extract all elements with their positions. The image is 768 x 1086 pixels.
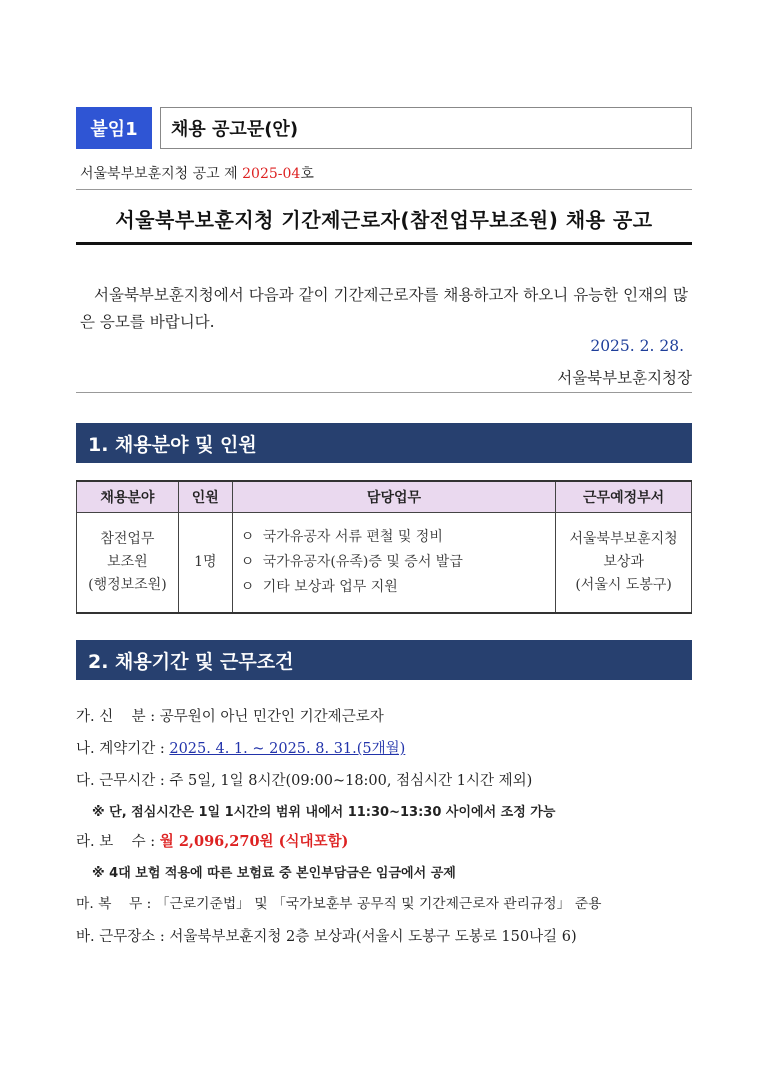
condition-label: 라. 보 수 : bbox=[76, 834, 160, 850]
condition-status bbox=[76, 705, 384, 726]
divider bbox=[76, 392, 692, 393]
notice-number-value: 2025-04 bbox=[242, 166, 301, 182]
table-header: 인원 bbox=[178, 481, 232, 513]
intro-paragraph: 서울북부보훈지청에서 다음과 같이 기간제근로자를 채용하고자 하오니 유능한 인재의 많은 응모를 바랍니다. bbox=[80, 286, 688, 331]
condition-label: 가. 신 분 : bbox=[76, 709, 160, 725]
divider bbox=[76, 189, 692, 190]
bullet-icon: ㅇ bbox=[240, 578, 255, 595]
condition-value: 2025. 4. 1. ~ 2025. 8. 31.(5개월) bbox=[169, 741, 406, 757]
table-header: 담당업무 bbox=[232, 481, 555, 513]
condition-workplace bbox=[76, 925, 577, 946]
bullet-icon: ㅇ bbox=[240, 528, 255, 545]
recruitment-table bbox=[76, 480, 692, 614]
section-2-header: 2. 채용기간 및 근무조건 bbox=[76, 640, 692, 680]
condition-work-hours bbox=[76, 769, 532, 790]
title-underline bbox=[76, 242, 692, 245]
job-field-line: 보조원 bbox=[107, 553, 148, 570]
condition-service bbox=[76, 892, 601, 912]
condition-value: 주 5일, 1일 8시간(09:00~18:00, 점심시간 1시간 제외) bbox=[169, 773, 533, 789]
condition-contract-period bbox=[76, 737, 405, 758]
notice-number bbox=[80, 163, 314, 183]
job-field-cell bbox=[77, 513, 179, 613]
condition-value: 「근로기준법」 및 「국가보훈부 공무직 및 기간제근로자 관리규정」 준용 bbox=[155, 896, 602, 912]
job-field-line: (행정보조원) bbox=[88, 576, 167, 593]
notice-prefix: 서울북부보훈지청 공고 제 bbox=[80, 166, 243, 182]
department-line: 서울북부보훈지청 bbox=[569, 530, 678, 547]
attachment-badge: 붙임1 bbox=[76, 107, 152, 149]
condition-label: 마. 복 무 : bbox=[76, 896, 156, 912]
signer: 서울북부보훈지청장 bbox=[557, 369, 692, 387]
department-line: 보상과 bbox=[603, 553, 644, 570]
condition-label: 바. 근무장소 : bbox=[76, 929, 170, 945]
condition-value: 월 2,096,270원 (식대포함) bbox=[159, 833, 349, 850]
condition-label: 나. 계약기간 : bbox=[76, 741, 170, 757]
attachment-header bbox=[76, 107, 692, 149]
department-cell bbox=[556, 513, 692, 613]
note-lunch-adjust: ※ 단, 점심시간은 1일 1시간의 범위 내에서 11:30~13:30 사이에서 조정 가능 bbox=[92, 805, 556, 820]
section-1-header: 1. 채용분야 및 인원 bbox=[76, 423, 692, 463]
condition-label: 다. 근무시간 : bbox=[76, 773, 170, 789]
note-insurance: ※ 4대 보험 적용에 따른 보험료 중 본인부담금은 임금에서 공제 bbox=[92, 866, 456, 881]
duty-item: ㅇ 국가유공자 서류 편철 및 정비 bbox=[241, 525, 554, 550]
department-line: (서울시 도봉구) bbox=[575, 576, 672, 593]
condition-value: 서울북부보훈지청 2층 보상과(서울시 도봉구 도봉로 150나길 6) bbox=[169, 929, 577, 945]
condition-pay bbox=[76, 830, 348, 851]
bullet-icon: ㅇ bbox=[240, 553, 255, 570]
notice-date: 2025. 2. 28. bbox=[590, 337, 684, 355]
duty-item: ㅇ 기타 보상과 업무 지원 bbox=[241, 575, 554, 600]
notice-suffix: 호 bbox=[300, 166, 314, 182]
page-title: 서울북부보훈지청 기간제근로자(참전업무보조원) 채용 공고 bbox=[115, 208, 653, 232]
table-header: 근무예정부서 bbox=[556, 481, 692, 513]
table-header: 채용분야 bbox=[77, 481, 179, 513]
job-field-line: 참전업무 bbox=[100, 530, 155, 547]
attachment-title: 채용 공고문(안) bbox=[160, 107, 692, 149]
condition-value: 공무원이 아닌 민간인 기간제근로자 bbox=[159, 709, 384, 725]
duty-item: ㅇ 국가유공자(유족)증 및 증서 발급 bbox=[241, 550, 554, 575]
headcount-cell: 1명 bbox=[178, 513, 232, 613]
duties-cell bbox=[232, 513, 555, 613]
